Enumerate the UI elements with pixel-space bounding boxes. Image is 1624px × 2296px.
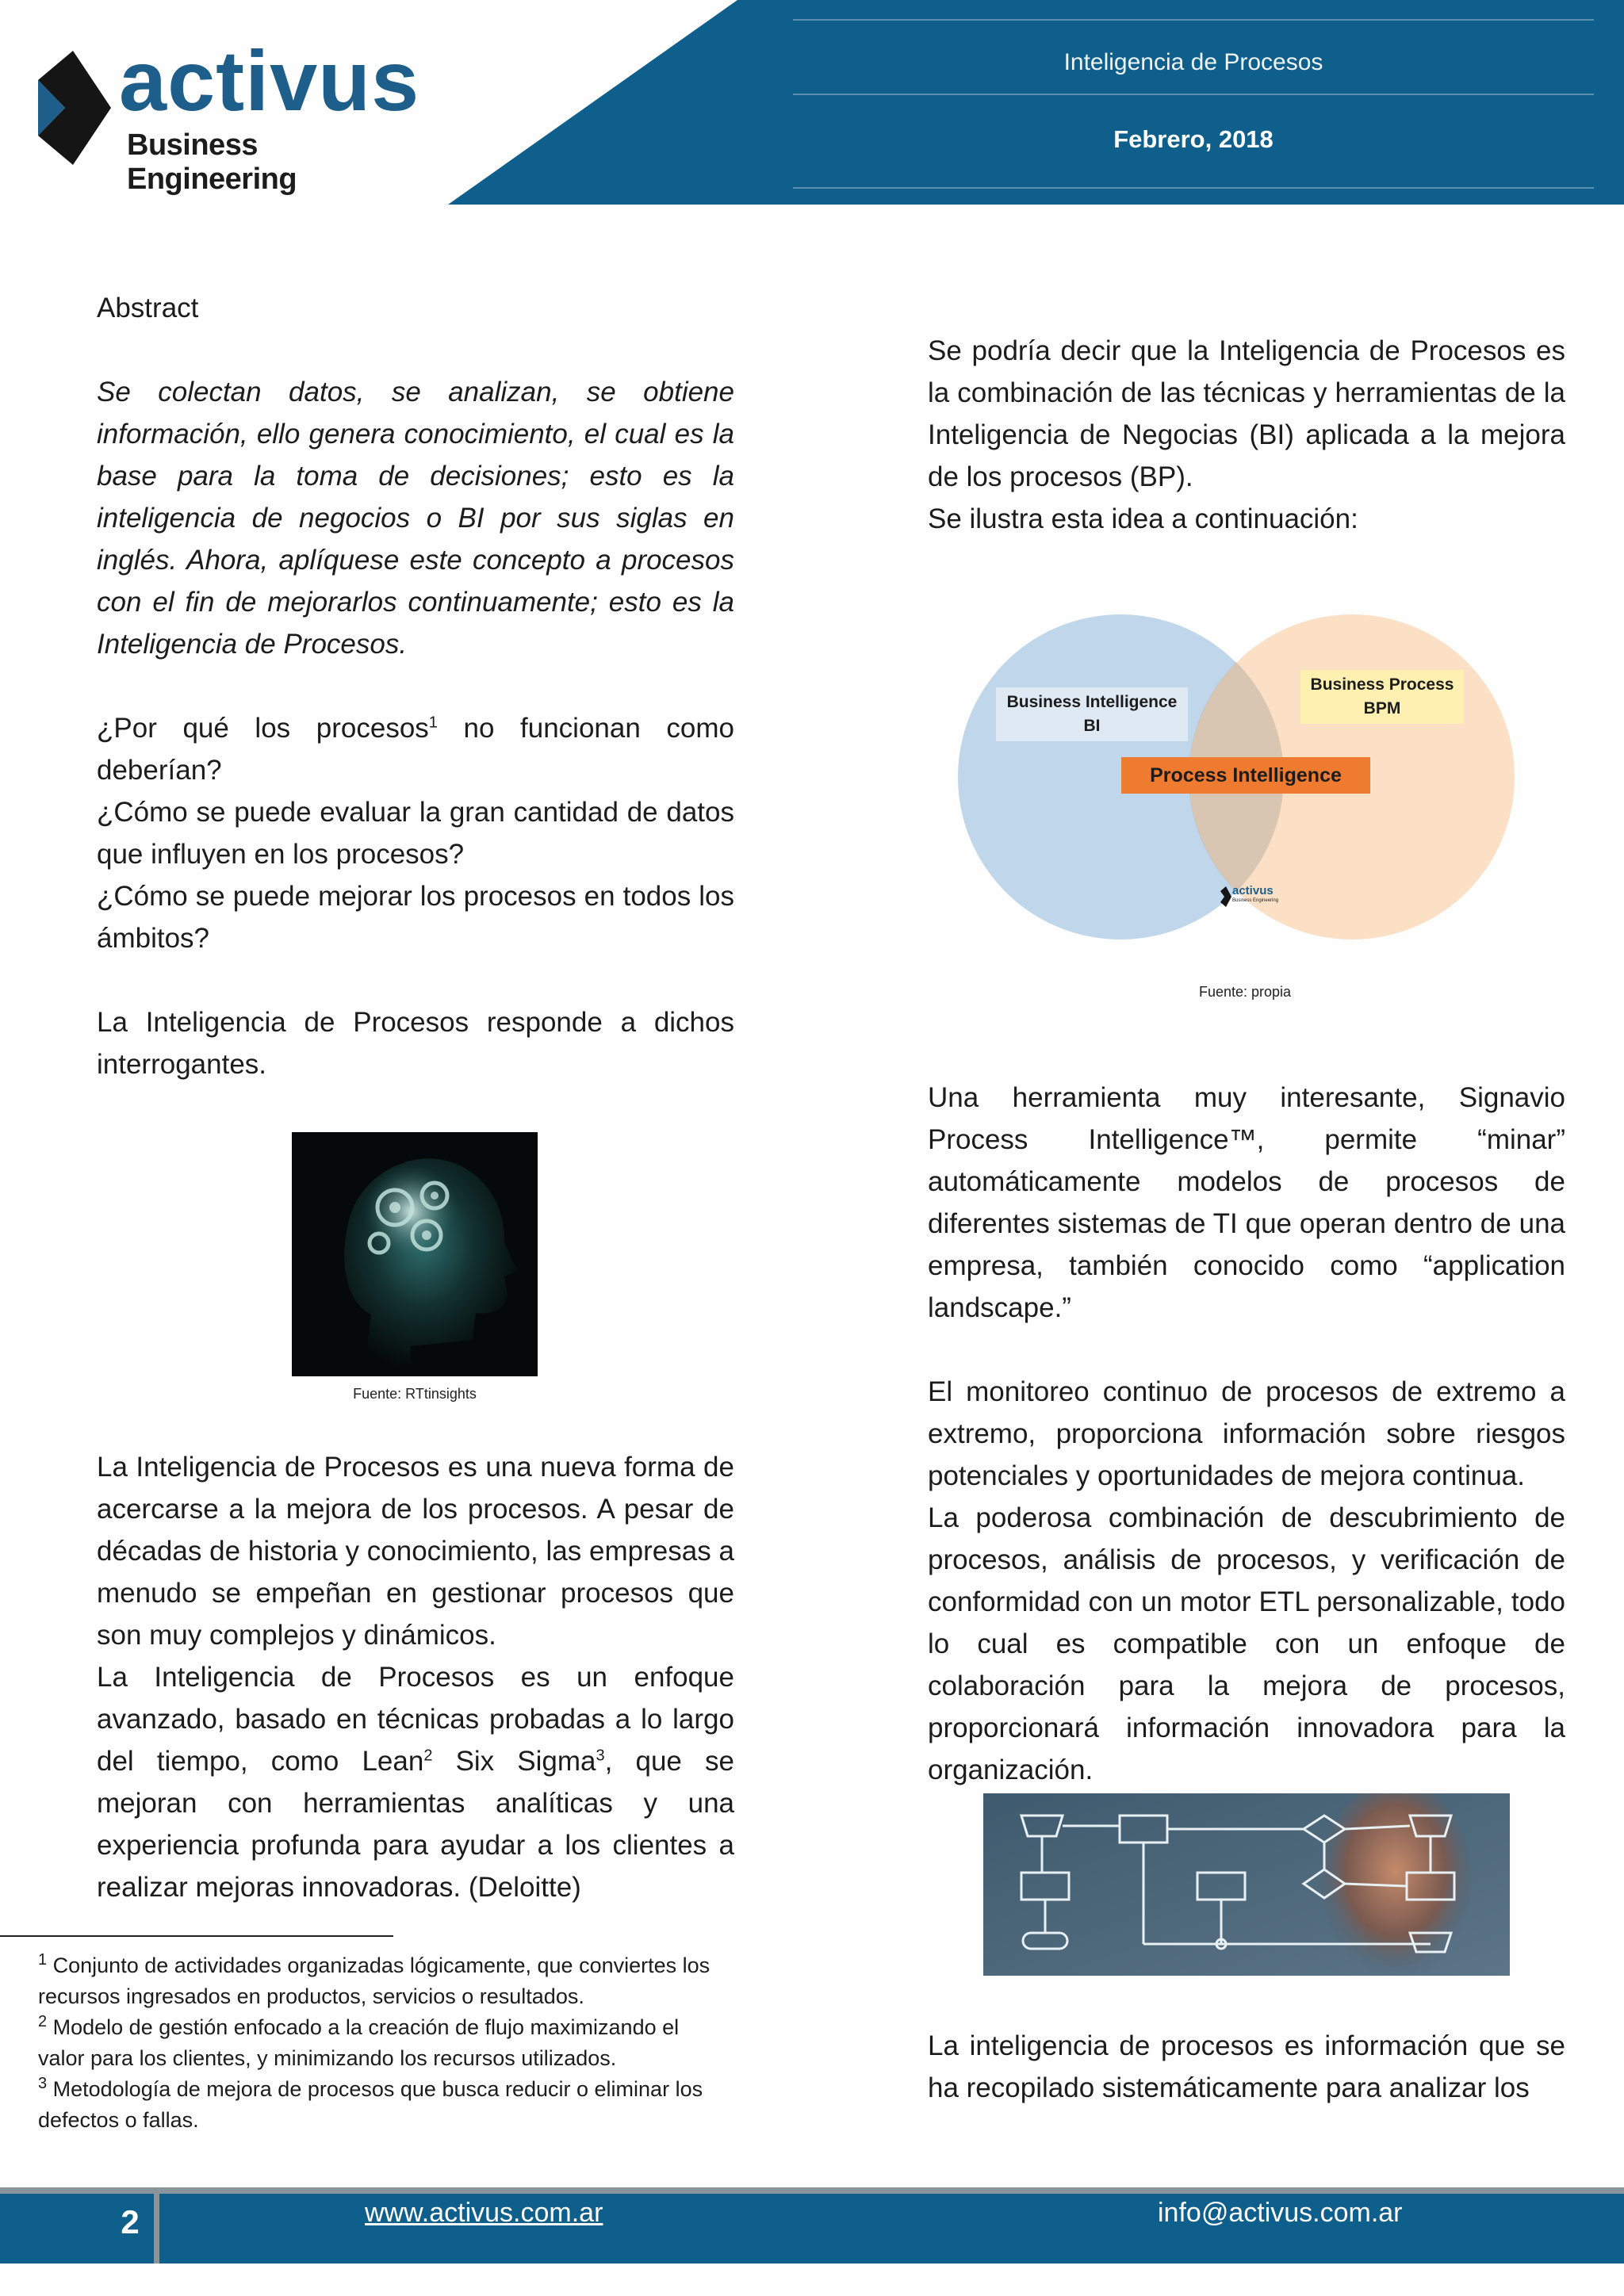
venn-label-bi xyxy=(996,687,1188,741)
abstract-text: Se colectan datos, se analizan, se obtiene información, ello genera conocimiento, el cual es la base para la toma de decisiones; esto es la inteligencia de negocios o BI por sus siglas en inglés. Ahora, aplíquese este concepto a procesos con el fin de mejorarlos continuamente; esto es la Inteligencia de Procesos. xyxy=(97,377,734,660)
footnote-ref-2[interactable]: 2 xyxy=(423,1747,433,1765)
header-band xyxy=(448,0,1624,205)
document-date: Febrero, 2018 xyxy=(1113,125,1274,153)
email-link[interactable]: info@activus.com.ar xyxy=(1158,2198,1403,2228)
venn-caption: Fuente: propia xyxy=(1198,984,1292,1000)
footnotes xyxy=(38,1950,728,2136)
header-rule-middle xyxy=(793,94,1594,95)
page-number: 2 xyxy=(121,2203,140,2241)
question-2: ¿Cómo se puede evaluar la gran cantidad de datos que influyen en los procesos? xyxy=(97,797,734,870)
left-paragraph-1: La Inteligencia de Procesos es una nueva forma de acercarse a la mejora de los procesos. A pesar de décadas de historia y conocimiento, las empresas a menudo se empeñan en gestionar procesos que son muy complejos y dinámicos. xyxy=(97,1452,734,1651)
footnote-1-number: 1 xyxy=(38,1951,48,1969)
right-paragraph-2: El monitoreo continuo de procesos de extremo a extremo, proporciona información sobre riesgos potenciales y oportunidades de mejora continua. xyxy=(928,1376,1565,1491)
footnote-1-text: Conjunto de actividades organizadas lógicamente, que conviertes los recursos ingresados en productos, servicios o resultados. xyxy=(38,1954,710,2008)
venn-label-bi-line2: BI xyxy=(1083,717,1101,735)
left-paragraph-2-text: La Inteligencia de Procesos es un enfoque avanzado, basado en técnicas probadas a lo largo del tiempo, como Lean xyxy=(97,1662,734,1777)
left-paragraph-2 xyxy=(97,1656,734,1908)
logo-tagline: Business Engineering xyxy=(127,128,297,196)
footnote-2 xyxy=(38,2012,728,2074)
question-1-text-end: no funcionan como deberían? xyxy=(97,713,734,786)
venn-small-logo xyxy=(1220,884,1283,911)
question-1 xyxy=(97,707,734,791)
venn-diagram xyxy=(952,607,1538,955)
footnote-2-number: 2 xyxy=(38,2013,48,2030)
process-flowchart-image xyxy=(983,1793,1510,1976)
venn-small-logo-diamond-icon xyxy=(1220,886,1232,908)
right-column-body xyxy=(928,1077,1565,1791)
right-paragraph-3: La poderosa combinación de descubrimiento de procesos, análisis de procesos, y verificación de conformidad con un motor ETL personalizable, todo lo cual es compatible con un enfoque de colaboración para la mejora de procesos, proporcionará información innovadora para la organización. xyxy=(928,1502,1565,1785)
footnote-3-text: Metodología de mejora de procesos que busca reducir o eliminar los defectos o fallas. xyxy=(38,2077,703,2132)
footer-top-rule xyxy=(0,2187,1624,2194)
brain-gears-image xyxy=(292,1132,538,1376)
footnote-ref-3[interactable]: 3 xyxy=(596,1747,605,1765)
footnote-ref-1[interactable]: 1 xyxy=(428,714,438,732)
venn-label-process-intelligence: Process Intelligence xyxy=(1121,757,1370,794)
footer-divider xyxy=(154,2194,159,2263)
header-rule-bottom xyxy=(793,187,1594,189)
question-3: ¿Cómo se puede mejorar los procesos en todos los ámbitos? xyxy=(97,881,734,954)
right-paragraph-1: Una herramienta muy interesante, Signavio Process Intelligence™, permite “minar” automáticamente modelos de procesos de diferentes sistemas de TI que operan dentro de una empresa, también conocido como “application landscape.” xyxy=(928,1082,1565,1323)
brain-image-caption: Fuente: RTtinsights xyxy=(353,1386,477,1402)
footnote-1 xyxy=(38,1950,728,2012)
answer-text: La Inteligencia de Procesos responde a dichos interrogantes. xyxy=(97,1007,734,1080)
left-column-top xyxy=(97,287,734,1085)
footnote-3 xyxy=(38,2074,728,2136)
venn-small-logo-name: activus xyxy=(1232,884,1274,897)
document-title: Inteligencia de Procesos xyxy=(1063,49,1323,75)
right-column-bottom xyxy=(928,2025,1565,2109)
venn-label-bi-line1: Business Intelligence xyxy=(1006,693,1178,711)
venn-label-bpm-line2: BPM xyxy=(1363,699,1401,718)
venn-label-bpm-line1: Business Process xyxy=(1310,675,1454,694)
left-column-bottom xyxy=(97,1446,734,1908)
right-column-intro xyxy=(928,330,1565,540)
logo-wordmark: activus xyxy=(119,33,420,128)
question-1-text: ¿Por qué los procesos xyxy=(97,713,429,744)
venn-small-logo-tagline: Business Engineering xyxy=(1232,898,1279,903)
footnote-separator xyxy=(0,1935,393,1937)
header-rule-top xyxy=(793,19,1594,21)
venn-label-bpm xyxy=(1300,670,1464,724)
footnote-2-text: Modelo de gestión enfocado a la creación de flujo maximizando el valor para los clientes, y minimizando los recursos utilizados. xyxy=(38,2015,680,2070)
right-intro-paragraph: Se podría decir que la Inteligencia de Procesos es la combinación de las técnicas y herramientas de la Inteligencia de Negocias (BI) aplicada a la mejora de los procesos (BP). xyxy=(928,335,1565,492)
abstract-heading: Abstract xyxy=(97,293,199,323)
right-paragraph-4: La inteligencia de procesos es información que se ha recopilado sistemáticamente para analizar los xyxy=(928,2030,1565,2103)
left-paragraph-2-six-sigma: Six Sigma xyxy=(432,1746,596,1777)
activus-logo xyxy=(32,33,420,196)
website-link[interactable]: www.activus.com.ar xyxy=(365,2198,603,2228)
logo-diamond-icon xyxy=(32,44,119,179)
footnote-3-number: 3 xyxy=(38,2075,48,2092)
right-intro-lead: Se ilustra esta idea a continuación: xyxy=(928,503,1358,534)
left-paragraph-2-end: , que se mejoran con herramientas analíticas y una experiencia profunda para ayudar a los clientes a realizar mejoras innovadoras. (Deloitte) xyxy=(97,1746,734,1903)
